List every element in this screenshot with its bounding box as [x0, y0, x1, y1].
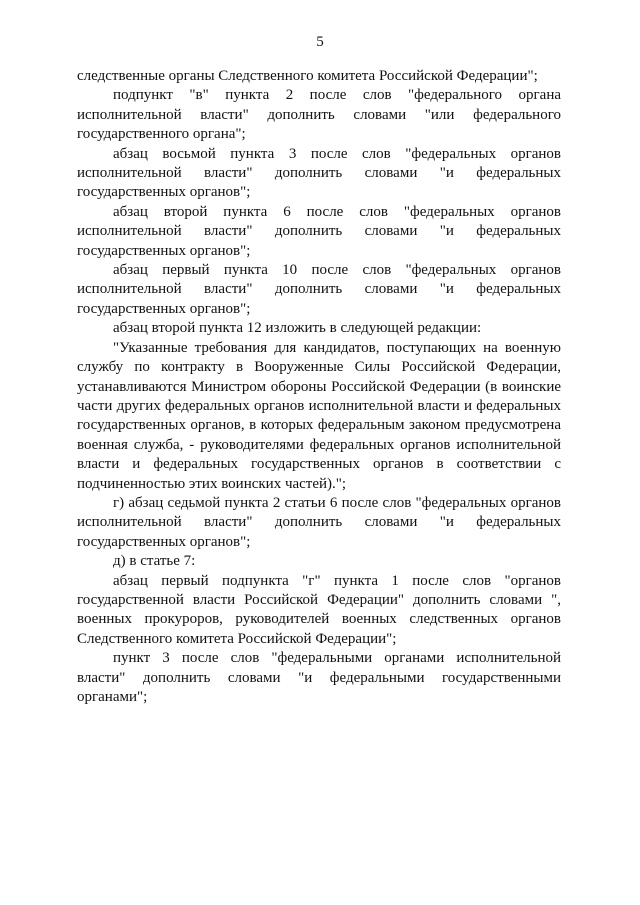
paragraph-item-g: г) абзац седьмой пункта 2 статьи 6 после слов "федеральных органов исполнительной власти" дополнить словами "и федеральных государственных органов";	[77, 494, 561, 550]
paragraph-point-6: абзац второй пункта 6 после слов "федеральных органов исполнительной власти" дополнить словами "и федеральных государственных органов";	[77, 203, 561, 259]
paragraph-article-7-point-3: пункт 3 после слов "федеральными органами исполнительной власти" дополнить словами "и федеральными государственными органами";	[77, 650, 561, 705]
paragraph-continuation: следственные органы Следственного комитета Российской Федерации";	[77, 68, 538, 84]
paragraph-point-10: абзац первый пункта 10 после слов "федеральных органов исполнительной власти" дополнить словами "и федеральных государственных органов";	[77, 262, 561, 317]
paragraph-article-7-point-1: абзац первый подпункта "г" пункта 1 после слов "органов государственной власти Российской Федерации" дополнить словами ", военных прокуроров, руководителей военных следственных органов Следственного комитета Российской Федерации";	[77, 572, 561, 647]
paragraph-point-12-text: "Указанные требования для кандидатов, поступающих на военную службу по контракту в Вооруженные Силы Российской Федерации, устанавливаются Министром обороны Российской Федерации (в воинские части других федеральных органов исполнительной власти и федеральных государственных органов, в которых федеральным законом предусмотрена военная служба, - руководителями федеральных органов исполнительной власти и федеральных государственных органов в соответствии с подчиненностью этих воинских частей).";	[77, 339, 561, 492]
document-body	[77, 67, 561, 707]
page-number: 5	[316, 34, 324, 50]
paragraph-point-12-intro: абзац второй пункта 12 изложить в следующей редакции:	[113, 320, 482, 337]
paragraph-subpoint-v: подпункт "в" пункта 2 после слов "федерального органа исполнительной власти" дополнить словами "или федерального государственного органа";	[77, 87, 561, 143]
paragraph-point-3: абзац восьмой пункта 3 после слов "федеральных органов исполнительной власти" дополнить словами "и федеральных государственных органов";	[77, 145, 561, 201]
paragraph-item-d: д) в статье 7:	[113, 553, 196, 570]
